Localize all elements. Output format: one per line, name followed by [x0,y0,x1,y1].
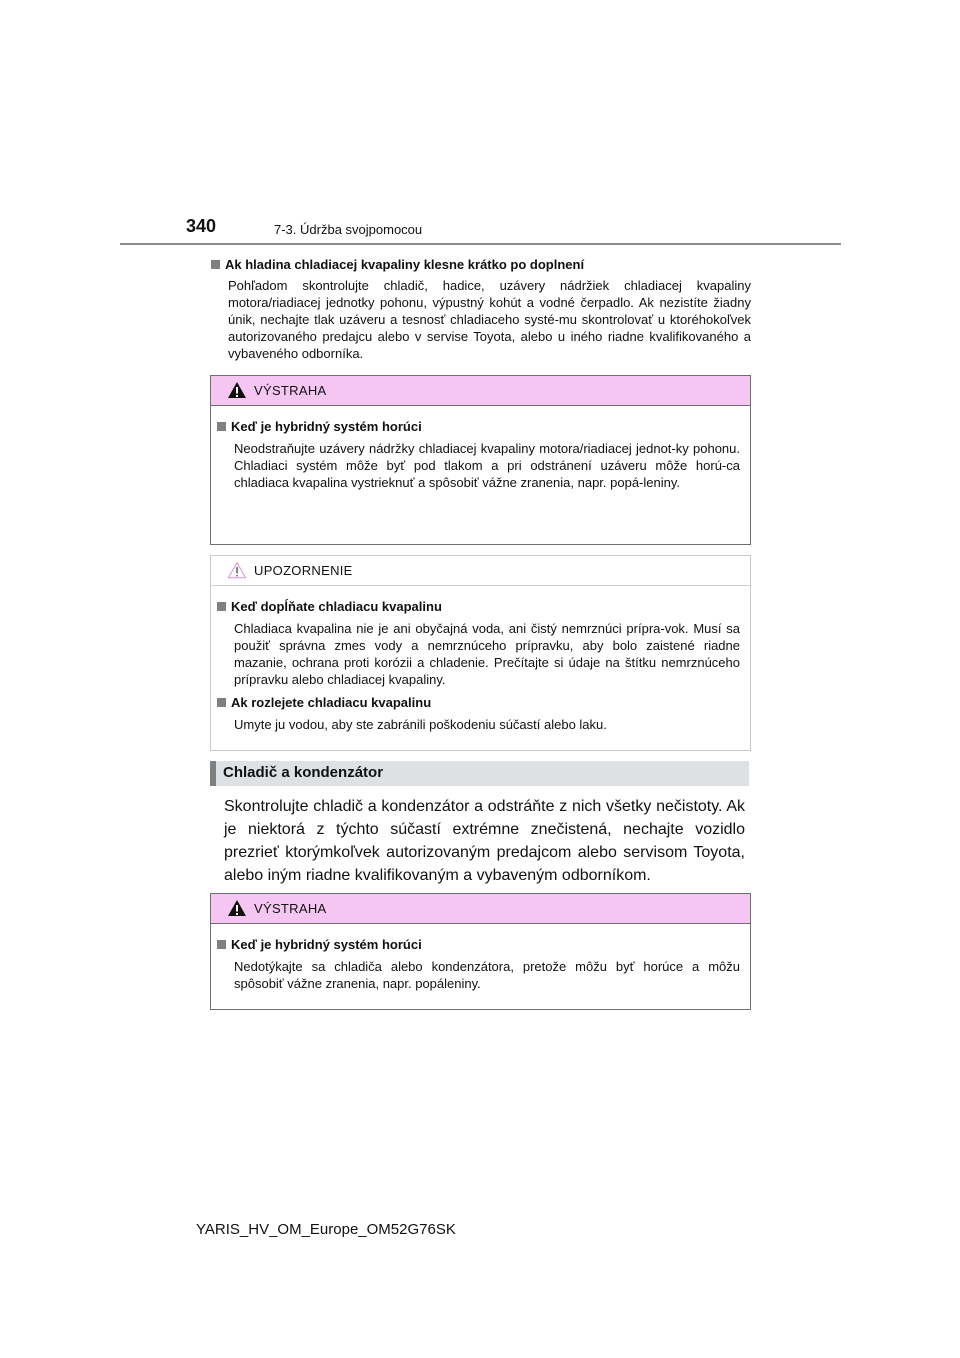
square-bullet-icon [217,422,226,431]
caution-item-title: Ak rozlejete chladiacu kvapalinu [217,694,740,711]
warning-header [211,894,750,924]
caution-item-text: Umyte ju vodou, aby ste zabránili poškodeniu súčastí alebo laku. [234,717,607,732]
section-title: 7-3. Údržba svojpomocou [274,222,423,237]
intro-block [211,256,751,362]
page-number: 340 [186,216,217,236]
warning-box-1 [210,375,751,545]
header-divider [120,243,841,245]
warning-item-title: Keď je hybridný systém horúci [217,418,740,435]
caution-item [217,694,740,733]
caution-item-text: Chladiaca kvapalina nie je ani obyčajná voda, ani čistý nemrznúci prípra-vok. Musí sa použiť správna zmes vody a nemrznúceho prípravku, aby bolo zaistené riadne mazanie, ochrana proti korózii a chladenie. Prečítajte si údaje na štítku nemrznúceho prípravku alebo chladiacej kvapaliny. [234,621,740,687]
square-bullet-icon [211,260,220,269]
warning-box-2 [210,893,751,1010]
caution-item [217,598,740,688]
intro-title: Ak hladina chladiacej kvapaliny klesne krátko po doplnení [211,256,751,273]
warning-item-title: Keď je hybridný systém horúci [217,936,740,953]
warning-triangle-filled-icon [227,899,247,917]
caution-box [210,555,751,751]
heading-accent [210,761,216,786]
warning-item-text: Nedotýkajte sa chladiča alebo kondenzátora, pretože môžu byť horúce a môžu spôsobiť vážne zranenia, napr. popáleniny. [234,959,740,991]
warning-item-text: Neodstraňujte uzávery nádržky chladiacej kvapaliny motora/riadiacej jednot-ky pohonu. Chladiaci systém môže byť pod tlakom a pri odstránení uzáveru môže horú-ca chladiaca kvapalina vystrieknuť a spôsobiť vážne zranenia, napr. popá-leniny. [234,441,740,490]
warning-label: VÝSTRAHA [254,383,327,398]
warning-item [217,936,740,992]
warning-item [217,418,740,491]
warning-triangle-filled-icon [227,381,247,399]
caution-item-title: Keď dopĺňate chladiacu kvapalinu [217,598,740,615]
warning-label: VÝSTRAHA [254,901,327,916]
square-bullet-icon [217,940,226,949]
warning-header [211,376,750,406]
caution-label: UPOZORNENIE [254,563,353,578]
section-heading: Chladič a kondenzátor [223,764,384,781]
square-bullet-icon [217,602,226,611]
footer-doc-id: YARIS_HV_OM_Europe_OM52G76SK [196,1221,456,1238]
square-bullet-icon [217,698,226,707]
warning-triangle-outline-icon [227,561,247,579]
intro-text: Pohľadom skontrolujte chladič, hadice, uzávery nádržiek chladiacej kvapaliny motora/riadiacej jednotky pohonu, výpustný kohút a vodné čerpadlo. Ak nezistíte žiadny únik, nechajte tlak uzáveru a tesnosť chladiaceho systé-mu skontrolovať u ktoréhokoľvek autorizovaného predajcu alebo v servise Toyota, alebo u iného riadne kvalifikovaného a vybaveného odborníka. [228,278,751,361]
caution-header [211,556,750,586]
section-heading-bar [210,761,749,786]
section-paragraph: Skontrolujte chladič a kondenzátor a odstráňte z nich všetky nečistoty. Ak je niektorá z týchto súčastí extrémne znečistená, nechajte vozidlo prezrieť ktorýmkoľvek autorizovaným predajcom alebo servisom Toyota, alebo iným riadne kvalifikovaným a vybaveným odborníkom. [224,798,745,884]
